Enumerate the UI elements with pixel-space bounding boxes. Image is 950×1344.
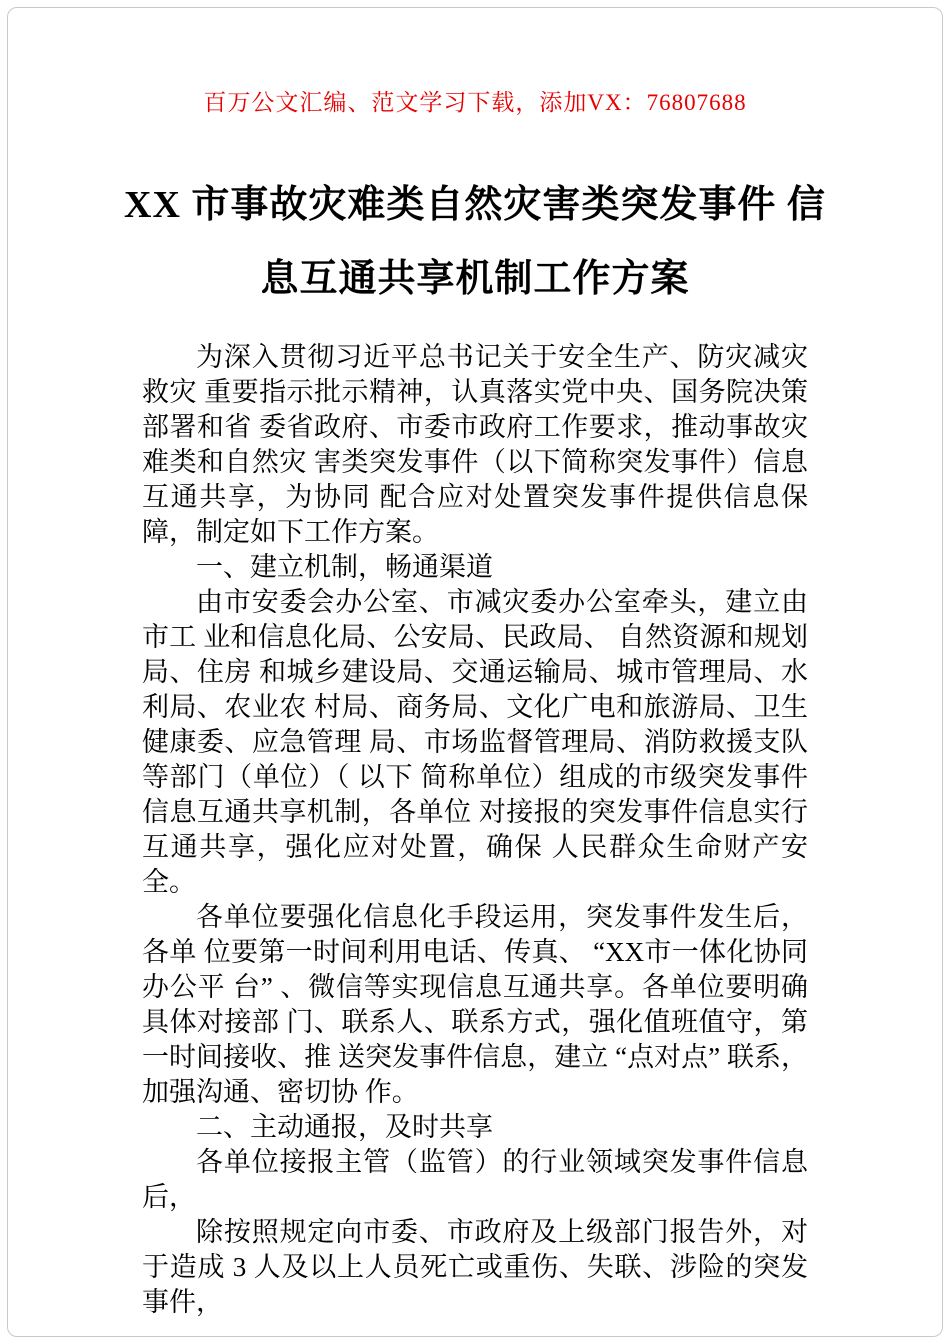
- promo-notice-text: 百万公文汇编、范文学习下载，添加VX：76807688: [203, 90, 747, 115]
- section-1-paragraph-2: 各单位要强化信息化手段运用，突发事件发生后，各单 位要第一时间利用电话、传真、 “XX市一体化协同办公平 台” 、微信等实现信息互通共享。各单位要明确具体对接部 门、联系人、联系方式，强化值班值守，第一时间接收、推 送突发事件信息，建立 “点对点” 联系，加强沟通、密切协 作。: [142, 902, 808, 1107]
- document-title: [120, 168, 830, 316]
- section-1-paragraph-1: 由市安委会办公室、市减灾委办公室牵头，建立由市工 业和信息化局、公安局、民政局、 自然资源和规划局、住房 和城乡建设局、交通运输局、城市管理局、水利局、农业农 村局、商务局、文化广电和旅游局、卫生健康委、应急管理 局、市场监督管理局、消防救援支队等部门（单位）（ 以下 简称单位）组成的市级突发事件信息互通共享机制，各单位 对接报的突发事件信息实行互通共享，强化应对处置，确保 人民群众生命财产安全。: [142, 587, 808, 897]
- title-line-2: 息互通共享机制工作方案: [260, 258, 690, 300]
- section-2-paragraph-2: 除按照规定向市委、市政府及上级部门报告外，对于造成 3 人及以上人员死亡或重伤、失联、涉险的突发事件，: [142, 1217, 808, 1317]
- section-2-paragraph-1: 各单位接报主管（监管）的行业领域突发事件信息后，: [142, 1147, 808, 1212]
- section-heading-2: 二、主动通报，及时共享: [196, 1112, 493, 1142]
- document-body: [142, 340, 808, 1320]
- intro-paragraph: 为深入贯彻习近平总书记关于安全生产、防灾减灾救灾 重要指示批示精神，认真落实党中央、国务院决策部署和省 委省政府、市委市政府工作要求，推动事故灾难类和自然灾 害类突发事件（以下简称突发事件）信息互通共享，为协同 配合应对处置突发事件提供信息保障，制定如下工作方案。: [142, 342, 808, 547]
- title-line-1: XX 市事故灾难类自然灾害类突发事件 信: [124, 184, 826, 226]
- section-heading-1: 一、建立机制，畅通渠道: [196, 552, 493, 582]
